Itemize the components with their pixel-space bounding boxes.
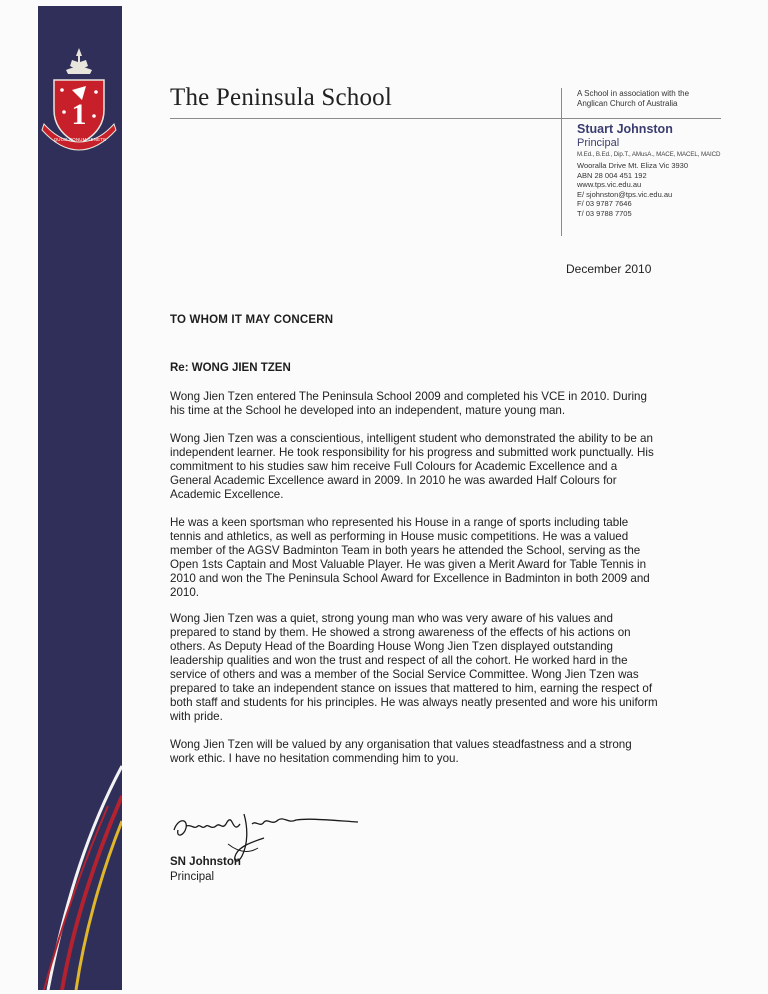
signature-block	[170, 855, 241, 885]
principal-qualifications: M.Ed., B.Ed., Dip.T., AMusA., MACE, MACEL, MAICD	[577, 151, 721, 158]
school-motto: QUOD BONUM TENETE	[53, 137, 107, 142]
paragraph-text: He was a keen sportsman who represented his House in a range of sports including table tennis and athletics, as well as performing in House music competitions. He was a valued member of the AGSV Badminton Team in both years he attended the School, serving as the Open 1sts Captain and Most Valuable Player. He was given a Merit Award for Table Tennis in 2010 and won the The Peninsula School Award for Excellence in Badminton in both 2009 and 2010.	[170, 516, 650, 599]
email-line: E/ sjohnston@tps.vic.edu.au	[577, 189, 673, 199]
signer-name: SN Johnston	[170, 856, 241, 868]
contact-details	[577, 161, 737, 219]
fax-line: F/ 03 9787 7646	[577, 199, 632, 209]
association-line: A School in association with the	[577, 89, 690, 98]
paragraph-text: Wong Jien Tzen was a conscientious, intelligent student who demonstrated the ability to be an independent learner. He took responsibility for his progress and submitted work punctually. His commitment to his studies saw him receive Full Colours for Academic Excellence and a General Academic Excellence award in 2009. In 2010 he was awarded Half Colours for Academic Excellence.	[170, 432, 654, 501]
letter-salutation: TO WHOM IT MAY CONCERN	[170, 314, 334, 326]
svg-text:1: 1	[71, 98, 87, 131]
paragraph-5	[170, 738, 658, 766]
principal-contact-block	[577, 122, 737, 219]
abn-line: ABN 28 004 451 192	[577, 170, 647, 180]
paragraph-text: Wong Jien Tzen will be valued by any organisation that values steadfastness and a strong work ethic. I have no hesitation commending him to you.	[170, 738, 632, 765]
header-divider	[561, 88, 562, 236]
address-line: Wooralla Drive Mt. Eliza Vic 3930	[577, 161, 689, 170]
paragraph-2	[170, 432, 658, 502]
website-line: www.tps.vic.edu.au	[577, 180, 642, 190]
paragraph-text: Wong Jien Tzen was a quiet, strong young man who was very aware of his values and prepared to stand by them. He showed a strong awareness of the effects of his actions on others. As Deputy Head of the Boarding House Wong Jien Tzen displayed outstanding leadership qualities and won the trust and respect of all the cohort. He worked hard in the service of others and was a member of the Social Service Committee. Wong Jien Tzen was prepared to take an independent stance on issues that mattered to him, earning the respect of both staff and students for his principles. He was always neatly presented and wore his uniform with pride.	[170, 612, 658, 723]
header-rule	[170, 118, 561, 119]
association-line: Anglican Church of Australia	[577, 99, 678, 108]
letter-subject: Re: WONG JIEN TZEN	[170, 362, 291, 374]
principal-title: Principal	[577, 137, 620, 149]
phone-line: T/ 03 9788 7705	[577, 208, 632, 218]
school-name: The Peninsula School	[170, 84, 393, 111]
paragraph-3	[170, 516, 658, 600]
school-association	[577, 89, 727, 109]
paragraph-text: Wong Jien Tzen entered The Peninsula School 2009 and completed his VCE in 2010. During his time at the School he developed into an independent, mature young man.	[170, 390, 647, 417]
paragraph-1	[170, 390, 658, 418]
letter-date: December 2010	[566, 262, 652, 276]
principal-name: Stuart Johnston	[577, 122, 673, 136]
paragraph-4	[170, 612, 658, 724]
signer-title: Principal	[170, 871, 215, 883]
header-rule-right	[561, 118, 721, 119]
